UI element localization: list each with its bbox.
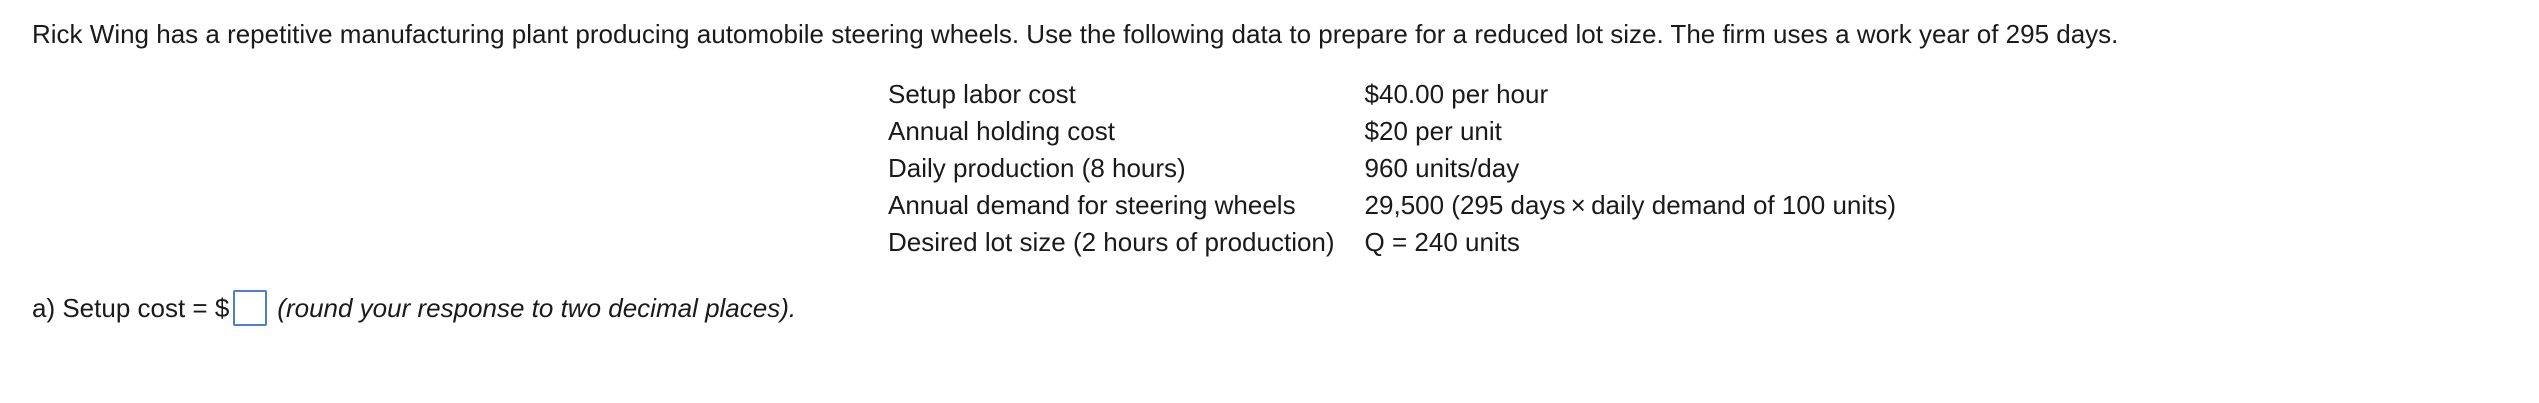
row-label-setup-labor-cost: Setup labor cost [888,79,1076,109]
table-row [888,150,1896,187]
setup-cost-input[interactable] [233,290,267,326]
row-label-annual-holding-cost: Annual holding cost [888,116,1115,146]
row-value-annual-demand: 29,500 (295 days × daily demand of 100 units) [1364,190,1897,220]
question-a-hint: (round your response to two decimal places). [277,292,797,323]
table-row [888,113,1896,150]
row-value-desired-lot-size: Q = 240 units [1364,227,1520,257]
table-row [888,76,1896,113]
question-a [32,286,796,330]
row-label-desired-lot-size: Desired lot size (2 hours of production) [888,227,1335,257]
table-row [888,224,1896,261]
problem-statement: Rick Wing has a repetitive manufacturing plant producing automobile steering wheels. Use the following data to prepare for a reduced lot size. The firm uses a work year of 295 days. [32,19,2119,49]
row-label-daily-production: Daily production (8 hours) [888,153,1186,183]
row-label-annual-demand: Annual demand for steering wheels [888,190,1296,220]
data-table [888,76,1896,261]
row-value-setup-labor-cost: $40.00 per hour [1364,79,1549,109]
row-value-annual-holding-cost: $20 per unit [1364,116,1502,146]
question-a-prefix: a) Setup cost = $ [32,292,230,323]
row-value-daily-production: 960 units/day [1364,153,1520,183]
table-row [888,187,1896,224]
